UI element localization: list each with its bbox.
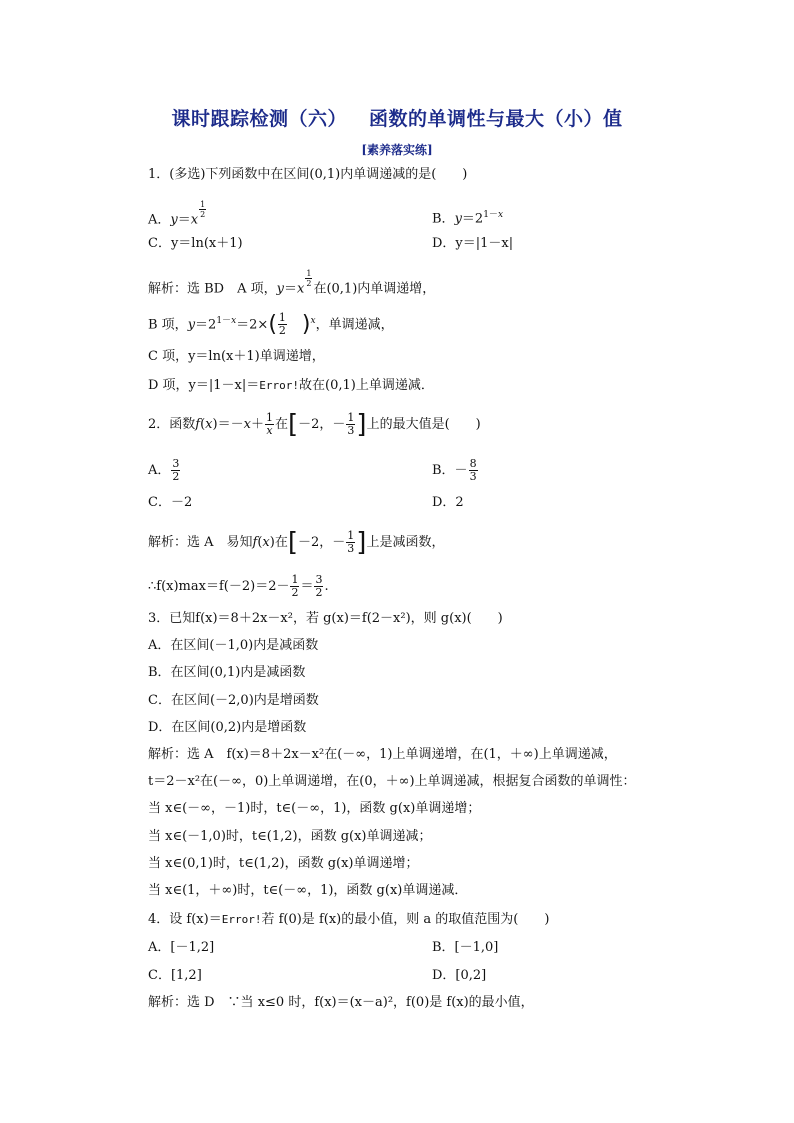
q2-stem: 2．函数f(x)＝－x＋ $\frac{1}{x}$ 在[－2，－ $\frac{1}{3}$ ]上的最大值是( ) [148, 409, 481, 440]
q2-option-a: A． $\frac{3}{2}$ [148, 457, 180, 483]
q1-option-a: A．y＝x $^{\frac{1}{2}}$ [148, 200, 206, 228]
q1-stem: 1．(多选)下列函数中在区间(0,1)内单调递减的是( ) [148, 167, 468, 182]
q3-option-a: A．在区间(－1,0)内是减函数 [148, 638, 319, 653]
q4-solution-line1: 解析：选 D ∵当 x≤0 时，f(x)＝(x－a)²，f(0)是 f(x)的最小值， [148, 995, 534, 1010]
q3-solution-line4: 当 x∈(－1,0)时，t∈(1,2)，函数 g(x)单调递减； [148, 829, 432, 844]
title-right: 函数的单调性与最大（小）值 [369, 108, 623, 130]
q2-option-d: D．2 [432, 495, 464, 510]
q2-solution-line1: 解析：选 A 易知f(x)在[－2，－ $\frac{1}{3}$ ]上是减函数， [148, 527, 445, 558]
q2-option-c: C．－2 [148, 495, 193, 510]
q3-solution-line3: 当 x∈(－∞，－1)时，t∈(－∞，1)，函数 g(x)单调递增； [148, 801, 481, 816]
q3-solution-line5: 当 x∈(0,1)时，t∈(1,2)，函数 g(x)单调递增； [148, 856, 419, 871]
q1-option-c: C．y＝ln(x＋1) [148, 236, 243, 251]
q4-option-c: C．[1,2] [148, 968, 202, 983]
title-left: 课时跟踪检测（六） [171, 108, 347, 130]
q3-option-b: B．在区间(0,1)内是减函数 [148, 665, 306, 680]
q3-option-d: D．在区间(0,2)内是增函数 [148, 720, 307, 735]
q1-solution-line4: D 项，y＝|1－x|＝Error!故在(0,1)上单调递减． [148, 378, 434, 393]
q2-solution-line2: ∴f(x)max＝f(－2)＝2－ $\frac{1}{2}$ ＝ $\frac{3}{2}$ . [148, 573, 329, 599]
section-label: [素养落实练] [361, 143, 433, 157]
q1-solution-line1: 解析：选 BD A 项，y＝x $^{\frac{1}{2}}$ 在(0,1)内单调递增， [148, 269, 436, 297]
q1-solution-line2: B 项，$y=2^{1-x}=2\times$( $\frac{1}{2}$ )$^x$，单调递减， [148, 311, 394, 338]
q1-solution-line3: C 项，y＝ln(x＋1)单调递增， [148, 349, 325, 364]
q1-option-b: B．$y=2^{1-x}$ [432, 210, 504, 227]
q3-solution-line1: 解析：选 A f(x)＝8＋2x－x²在(－∞，1)上单调递增，在(1，＋∞)上单调递减， [148, 747, 617, 762]
q2-option-b: B．－ $\frac{8}{3}$ [432, 457, 477, 483]
q3-solution-line2: t＝2－x²在(－∞，0)上单调递增，在(0，＋∞)上单调递减，根据复合函数的单调性： [148, 774, 636, 789]
q1-option-d: D．y＝|1－x| [432, 236, 514, 251]
q3-solution-line6: 当 x∈(1，＋∞)时，t∈(－∞，1)，函数 g(x)单调递减． [148, 883, 468, 898]
q3-stem: 3．已知f(x)＝8＋2x－x²，若 g(x)＝f(2－x²)，则 g(x)( ) [148, 611, 503, 626]
page-title [0, 104, 794, 131]
q4-option-d: D．[0,2] [432, 968, 487, 983]
q4-stem: 4．设 f(x)＝Error!若 f(0)是 f(x)的最小值，则 a 的取值范围为( ) [148, 912, 550, 927]
q4-option-a: A．[－1,2] [148, 940, 215, 955]
q4-option-b: B．[－1,0] [432, 940, 499, 955]
q3-option-c: C．在区间(－2,0)内是增函数 [148, 693, 319, 708]
